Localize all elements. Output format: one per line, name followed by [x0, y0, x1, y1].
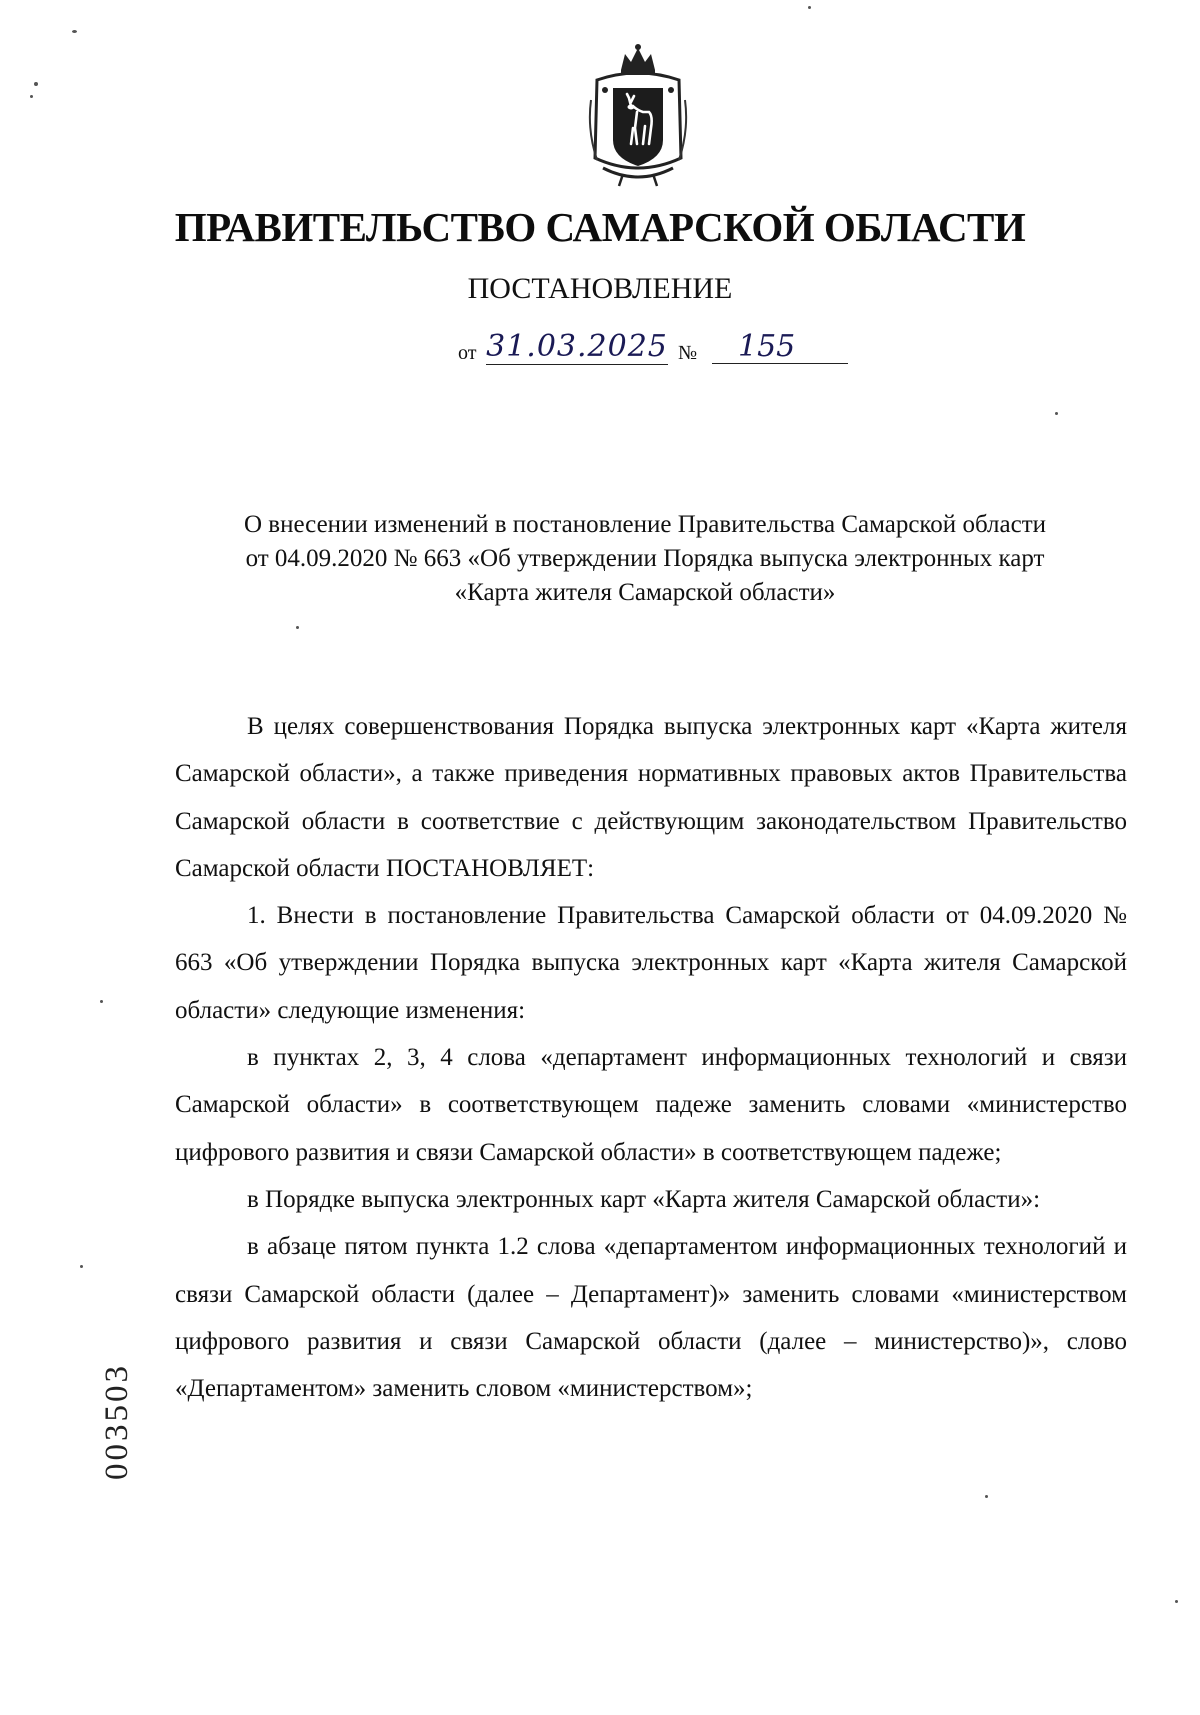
body-paragraph: в абзаце пятом пункта 1.2 слова «департаментом информационных технологий и связи Самарской области (далее – Департамент)» заменить словами «министерством цифрового развития и связи Самарской области (далее – министерство)», слово «Департаментом» заменить словом «министерством»; [175, 1233, 1127, 1403]
body-paragraph: 1. Внести в постановление Правительства Самарской области от 04.09.2020 № 663 «Об утверждении Порядка выпуска электронных карт «Карта жителя Самарской области» следующие изменения: [175, 902, 1127, 1024]
document-date: 31.03.2025 [486, 329, 668, 364]
scan-speck [808, 6, 811, 9]
registration-stamp: 003503 [99, 1363, 135, 1480]
date-number-line [458, 330, 848, 368]
organization-title: ПРАВИТЕЛЬСТВО САМАРСКОЙ ОБЛАСТИ [174, 204, 1026, 250]
scan-speck [34, 82, 38, 86]
scan-speck [296, 626, 299, 629]
document-body [175, 703, 1127, 1412]
coat-of-arms-emblem [583, 40, 693, 190]
date-prefix: от [458, 342, 477, 364]
scan-speck [1175, 1600, 1178, 1603]
number-prefix: № [678, 342, 698, 364]
subject-line: от 04.09.2020 № 663 «Об утверждении Порядка выпуска электронных карт [245, 545, 1045, 572]
document-type: ПОСТАНОВЛЕНИЕ [467, 272, 733, 305]
subject-line: О внесении изменений в постановление Правительства Самарской области [243, 511, 1047, 538]
document-subject [175, 508, 1115, 610]
subject-line: «Карта жителя Самарской области» [454, 579, 836, 606]
scan-speck [985, 1495, 988, 1498]
scan-speck [80, 1265, 83, 1268]
scan-speck [100, 1000, 103, 1003]
document-number: 155 [712, 330, 848, 364]
samara-coat-of-arms-icon [583, 40, 693, 190]
body-paragraph: в пунктах 2, 3, 4 слова «департамент информационных технологий и связи Самарской области» в соответствующем падеже заменить словами «министерство цифрового развития и связи Самарской области» в соответствующем падеже; [175, 1044, 1127, 1166]
scan-speck [72, 30, 77, 33]
scan-speck [1055, 412, 1058, 415]
scan-speck [30, 95, 33, 98]
body-paragraph: В целях совершенствования Порядка выпуска электронных карт «Карта жителя Самарской области», а также приведения нормативных правовых актов Правительства Самарской области в соответствие с действующим законодательством Правительство Самарской области ПОСТАНОВЛЯЕТ: [175, 713, 1127, 882]
body-paragraph: в Порядке выпуска электронных карт «Карта жителя Самарской области»: [247, 1185, 1041, 1213]
